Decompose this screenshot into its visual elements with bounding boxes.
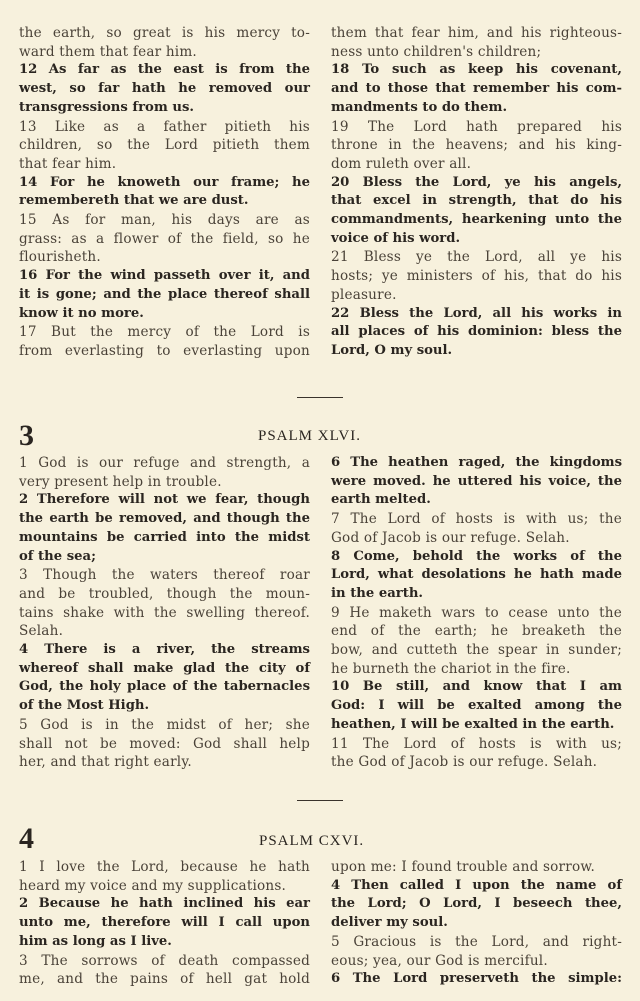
verse-line: 19 The Lord hath prepared his: [331, 118, 622, 135]
verse-line: 11 The Lord of hosts is with us;: [331, 735, 622, 752]
verse-line: 12 As far as the east is from the: [19, 62, 310, 78]
verse-line: children, so the Lord pitieth them: [19, 137, 310, 154]
verse-line: know it no more.: [19, 305, 144, 321]
verse-line: that fear him.: [19, 155, 117, 172]
verse-line: upon me: I found trouble and sorrow.: [331, 859, 596, 875]
verse-line: pleasure.: [331, 286, 397, 303]
verse-line: 21 Bless ye the Lord, all ye his: [331, 249, 622, 266]
psalm3-right-column: [331, 454, 622, 772]
verse-line: transgressions from us.: [19, 99, 194, 115]
verse-line: bow, and cutteth the spear in sunder;: [331, 642, 622, 659]
verse-line: whereof shall make glad the city of: [19, 660, 310, 676]
verse-line: 9 He maketh wars to cease unto the: [331, 604, 622, 621]
verse-line: 1 God is our refuge and strength, a: [19, 455, 310, 471]
section-divider: [297, 397, 343, 398]
verse-line: 8 Come, behold the works of the: [331, 548, 622, 564]
verse-line: 22 Bless the Lord, all his works in: [331, 305, 622, 321]
verse-line: heard my voice and my supplications.: [19, 877, 287, 894]
verse-line: the God of Jacob is our refuge. Selah.: [331, 754, 598, 771]
psalm4-right-column: [331, 858, 622, 989]
verse-line: 5 Gracious is the Lord, and right-: [331, 933, 622, 950]
verse-line: all places of his dominion: bless the: [331, 324, 622, 340]
verse-line: ward them that fear him.: [19, 43, 197, 60]
verse-line: very present help in trouble.: [19, 473, 222, 490]
verse-line: flourisheth.: [19, 249, 101, 266]
verse-line: 5 God is in the midst of her; she: [19, 716, 310, 733]
top-left-column: [19, 24, 310, 361]
verse-line: 14 For he knoweth our frame; he: [19, 174, 310, 190]
verse-line: he burneth the chariot in the fire.: [331, 660, 571, 677]
verse-line: it is gone; and the place thereof shall: [19, 286, 310, 302]
verse-line: him as long as I live.: [19, 933, 172, 949]
verse-line: of the Most High.: [19, 698, 150, 714]
verse-line: and to those that remember his com-: [331, 81, 622, 97]
verse-line: mountains be carried into the midst: [19, 529, 310, 545]
verse-line: end of the earth; he breaketh the: [331, 623, 622, 640]
selection-number: 3: [19, 419, 34, 452]
selection-number: 4: [19, 822, 34, 855]
verse-line: in the earth.: [331, 585, 424, 601]
verse-line: 2 Because he hath inclined his ear: [19, 896, 310, 912]
verse-line: of the sea;: [19, 548, 96, 564]
verse-line: Selah.: [19, 623, 64, 640]
verse-line: 17 But the mercy of the Lord is: [19, 324, 310, 341]
verse-line: 20 Bless the Lord, ye his angels,: [331, 174, 622, 190]
verse-line: 3 Though the waters thereof roar: [19, 567, 310, 584]
verse-line: voice of his word.: [331, 230, 461, 246]
verse-line: 13 Like as a father pitieth his: [19, 118, 310, 135]
verse-line: 3 The sorrows of death compassed: [19, 952, 310, 969]
verse-line: the earth be removed, and though the: [19, 511, 310, 527]
verse-line: remembereth that we are dust.: [19, 193, 249, 209]
verse-line: the Lord; O Lord, I beseech thee,: [331, 896, 622, 912]
verse-line: 2 Therefore will not we fear, though: [19, 492, 310, 508]
verse-line: dom ruleth over all.: [331, 155, 472, 172]
verse-line: throne in the heavens; and his king-: [331, 137, 622, 154]
verse-line: tains shake with the swelling thereof.: [19, 604, 310, 621]
verse-line: 1 I love the Lord, because he hath: [19, 859, 310, 875]
verse-line: from everlasting to everlasting upon: [19, 342, 310, 359]
section-divider: [297, 800, 343, 801]
psalm-title: PSALM CXVI.: [259, 833, 365, 849]
verse-line: God of Jacob is our refuge. Selah.: [331, 529, 570, 546]
verse-line: hosts; ye ministers of his, that do his: [331, 268, 622, 285]
verse-line: 4 Then called I upon the name of: [331, 877, 622, 893]
verse-line: deliver my soul.: [331, 915, 448, 931]
verse-line: the earth, so great is his mercy to-: [19, 25, 310, 41]
verse-line: west, so far hath he removed our: [19, 81, 310, 97]
psalm3-left-column: [19, 454, 310, 772]
verse-line: unto me, therefore will I call upon: [19, 915, 310, 931]
verse-line: me, and the pains of hell gat hold: [19, 971, 310, 988]
verse-line: 10 Be still, and know that I am: [331, 679, 622, 695]
verse-line: 6 The Lord preserveth the simple:: [331, 971, 622, 987]
verse-line: God, the holy place of the tabernacles: [19, 679, 310, 695]
verse-line: 4 There is a river, the streams: [19, 642, 310, 658]
verse-line: grass: as a flower of the field, so he: [19, 230, 310, 247]
verse-line: God: I will be exalted among the: [331, 698, 622, 714]
verse-line: 6 The heathen raged, the kingdoms: [331, 455, 622, 470]
verse-line: Lord, O my soul.: [331, 342, 453, 358]
verse-line: earth melted.: [331, 492, 431, 508]
verse-line: that excel in strength, that do his: [331, 193, 622, 209]
verse-line: and be troubled, though the moun-: [19, 585, 310, 602]
verse-line: shall not be moved: God shall help: [19, 735, 310, 752]
verse-line: ness unto children's children;: [331, 43, 542, 60]
verse-line: were moved. he uttered his voice, the: [331, 473, 622, 489]
verse-line: mandments to do them.: [331, 99, 508, 115]
verse-line: Lord, what desolations he hath made: [331, 567, 622, 583]
verse-line: 16 For the wind passeth over it, and: [19, 268, 310, 284]
verse-line: heathen, I will be exalted in the earth.: [331, 716, 615, 732]
verse-line: commandments, hearkening unto the: [331, 212, 622, 228]
verse-line: them that fear him, and his righteous-: [331, 25, 622, 41]
verse-line: her, and that right early.: [19, 754, 192, 771]
verse-line: 18 To such as keep his covenant,: [331, 62, 622, 78]
psalm-title: PSALM XLVI.: [258, 428, 361, 444]
verse-line: eous; yea, our God is merciful.: [331, 952, 548, 969]
top-right-column: [331, 24, 622, 361]
verse-line: 15 As for man, his days are as: [19, 212, 310, 229]
verse-line: 7 The Lord of hosts is with us; the: [331, 511, 622, 528]
psalm4-left-column: [19, 858, 310, 989]
